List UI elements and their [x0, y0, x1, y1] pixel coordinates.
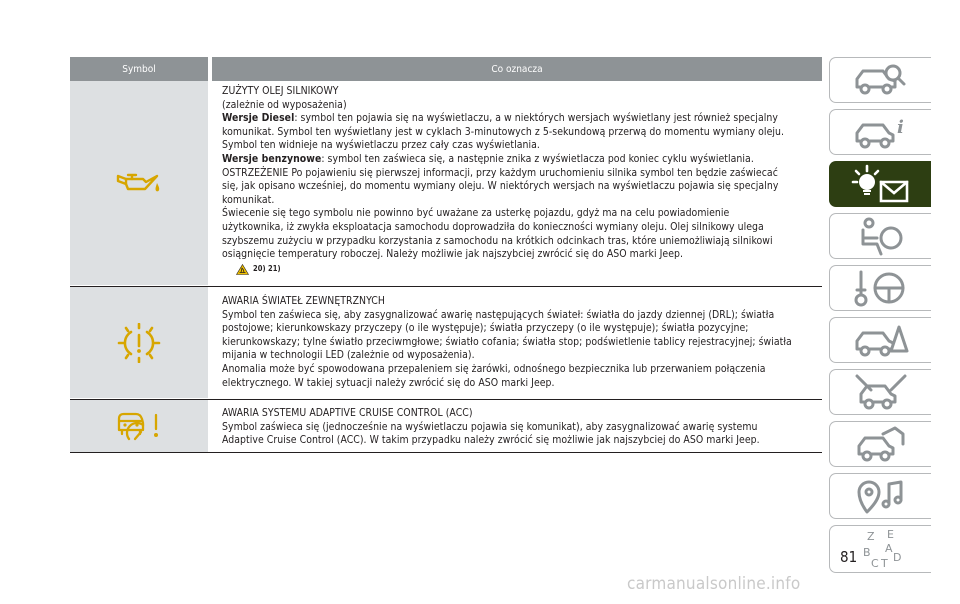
index-letter: E — [886, 528, 894, 541]
row3-line0: AWARIA SYSTEMU ADAPTIVE CRUISE CONTROL (ACC) — [222, 407, 473, 419]
adaptive-cruise-control-failure-icon — [116, 411, 162, 441]
multimedia-icon — [853, 476, 909, 516]
warning-light-message-icon — [851, 164, 911, 204]
table-row — [70, 287, 822, 398]
index-letter: T — [880, 557, 888, 570]
index-letter: A — [884, 542, 893, 555]
references — [222, 263, 822, 276]
symbol-cell — [70, 287, 208, 398]
row1-line12: osiągnięcie temperatury roboczej. Należy możliwie jak najszybciej zwrócić się do ASO marki Jeep. — [222, 248, 684, 261]
row1-line2: Wersje Diesel: symbol ten pojawia się na wyświetlaczu, a w niektórych wersjach wyświetlany jest również specjalny — [222, 112, 778, 125]
row2-line0: AWARIA ŚWIATEŁ ZEWNĘTRZNYCH — [222, 295, 385, 307]
sidebar-tab-car-search[interactable] — [829, 57, 931, 103]
index-letter: B — [862, 546, 871, 559]
row2-line4: mijania w technologii LED (zależnie od wyposażenia). — [222, 349, 475, 362]
table-row — [70, 81, 822, 285]
sidebar-tab-emergency[interactable] — [829, 317, 931, 363]
row1-line1: (zależnie od wyposażenia) — [222, 98, 347, 111]
row2-line1: Symbol ten zaświeca się, aby zasygnalizować awarię następujących świateł: światła do jazdy dziennej (DRL); światła — [222, 308, 775, 321]
row2-line3: kierunkowskazy; tylne światło przeciwmgłowe; światło cofania; światła stop; podświetlenie tablicy rejestracyjnej; światła — [222, 335, 792, 348]
car-tools-icon — [853, 372, 909, 412]
index-icon — [853, 527, 909, 571]
svg-text:i: i — [896, 117, 904, 138]
sidebar-tab-car-info[interactable] — [829, 109, 931, 155]
row2-line6: elektrycznego. W takiej sytuacji należy zwrócić się do ASO marki Jeep. — [222, 376, 555, 389]
meaning-cell — [212, 81, 822, 285]
warning-triangle-icon — [236, 264, 249, 275]
car-specs-icon — [853, 424, 909, 464]
seat-airbag-icon — [853, 216, 909, 256]
row1-line0: ZUŻYTY OLEJ SILNIKOWY — [222, 85, 339, 97]
row2-line2: postojowe; kierunkowskazy przyczepy (o ile występuje); światła przyczepy (o ile występuje); światła pozycyjne; — [222, 322, 749, 335]
car-breakdown-icon — [853, 321, 909, 359]
header-meaning: Co oznacza — [212, 57, 822, 81]
sidebar-tab-starting-driving[interactable] — [829, 265, 931, 311]
table-row — [70, 400, 822, 452]
row1-line4: Symbol ten widnieje na wyświetlaczu przez cały czas wyświetlania. — [222, 139, 540, 152]
sidebar-tab-warning-lights[interactable] — [829, 161, 931, 207]
row1-line10: użytkownika, iż zwykła eksploatacja samochodu doprowadziła do konieczności wymiany oleju. Olej silnikowy ulega — [222, 220, 764, 233]
row3-line1: Symbol zaświeca się (jednocześnie na wyświetlaczu pojawia się komunikat), aby zasygnalizować awarię systemu — [222, 420, 758, 433]
car-info-icon — [853, 113, 909, 151]
table-header — [70, 57, 822, 81]
oil-can-icon — [115, 170, 163, 196]
key-steering-wheel-icon — [853, 268, 909, 308]
meaning-cell — [212, 400, 822, 452]
sidebar-tab-technical-data[interactable] — [829, 421, 931, 467]
car-search-icon — [853, 61, 909, 99]
row1-line11: szybszemu zużyciu w przypadku korzystania z samochodu na krótkich odcinkach tras, które uniemożliwiają silnikowi — [222, 234, 773, 247]
header-symbol: Symbol — [70, 57, 208, 81]
row1-line5: Wersje benzynowe: symbol ten zaświeca się, a następnie znika z wyświetlacza pod koniec cyklu wyświetlania. — [222, 152, 754, 165]
index-letter: Z — [866, 530, 875, 543]
symbol-cell — [70, 81, 208, 285]
symbol-cell — [70, 400, 208, 452]
sidebar-tab-safety[interactable] — [829, 213, 931, 259]
page-number: 81 — [840, 548, 858, 566]
sidebar-tab-maintenance[interactable] — [829, 369, 931, 415]
row1-line8: komunikat. — [222, 193, 275, 206]
index-letter: D — [892, 551, 901, 564]
row3-line2: Adaptive Cruise Control (ACC). W takim przypadku należy zwrócić się możliwie jak najszybciej do ASO marki Jeep. — [222, 434, 760, 447]
row1-line9: Świecenie się tego symbolu nie powinno być uważane za usterkę pojazdu, gdyż ma na celu powiadomienie — [222, 207, 730, 220]
index-letter: C — [870, 557, 879, 570]
row1-line3: komunikat. Symbol ten wyświetlany jest w cyklach 3-minutowych z 5-sekundową przerwą do momentu wymiany oleju. — [222, 125, 785, 138]
row-divider — [70, 452, 822, 453]
watermark: carmanualsonline.info — [627, 574, 801, 594]
reference-numbers: 20) 21) — [253, 264, 281, 274]
exterior-light-failure-icon — [116, 323, 162, 363]
sidebar-tab-multimedia[interactable] — [829, 473, 931, 519]
row1-line6: OSTRZEŻENIE Po pojawieniu się pierwszej informacji, przy każdym uruchomieniu silnika symbol ten będzie zaświecać — [222, 166, 778, 179]
meaning-cell — [212, 287, 822, 398]
row2-line5: Anomalia może być spowodowana przepaleniem się żarówki, odnośnego bezpiecznika lub przerwaniem połączenia — [222, 362, 766, 375]
row1-line7: się, jak opisano wcześniej, do momentu wymiany oleju. W niektórych wersjach na wyświetlaczu pojawia się specjalny — [222, 180, 779, 193]
